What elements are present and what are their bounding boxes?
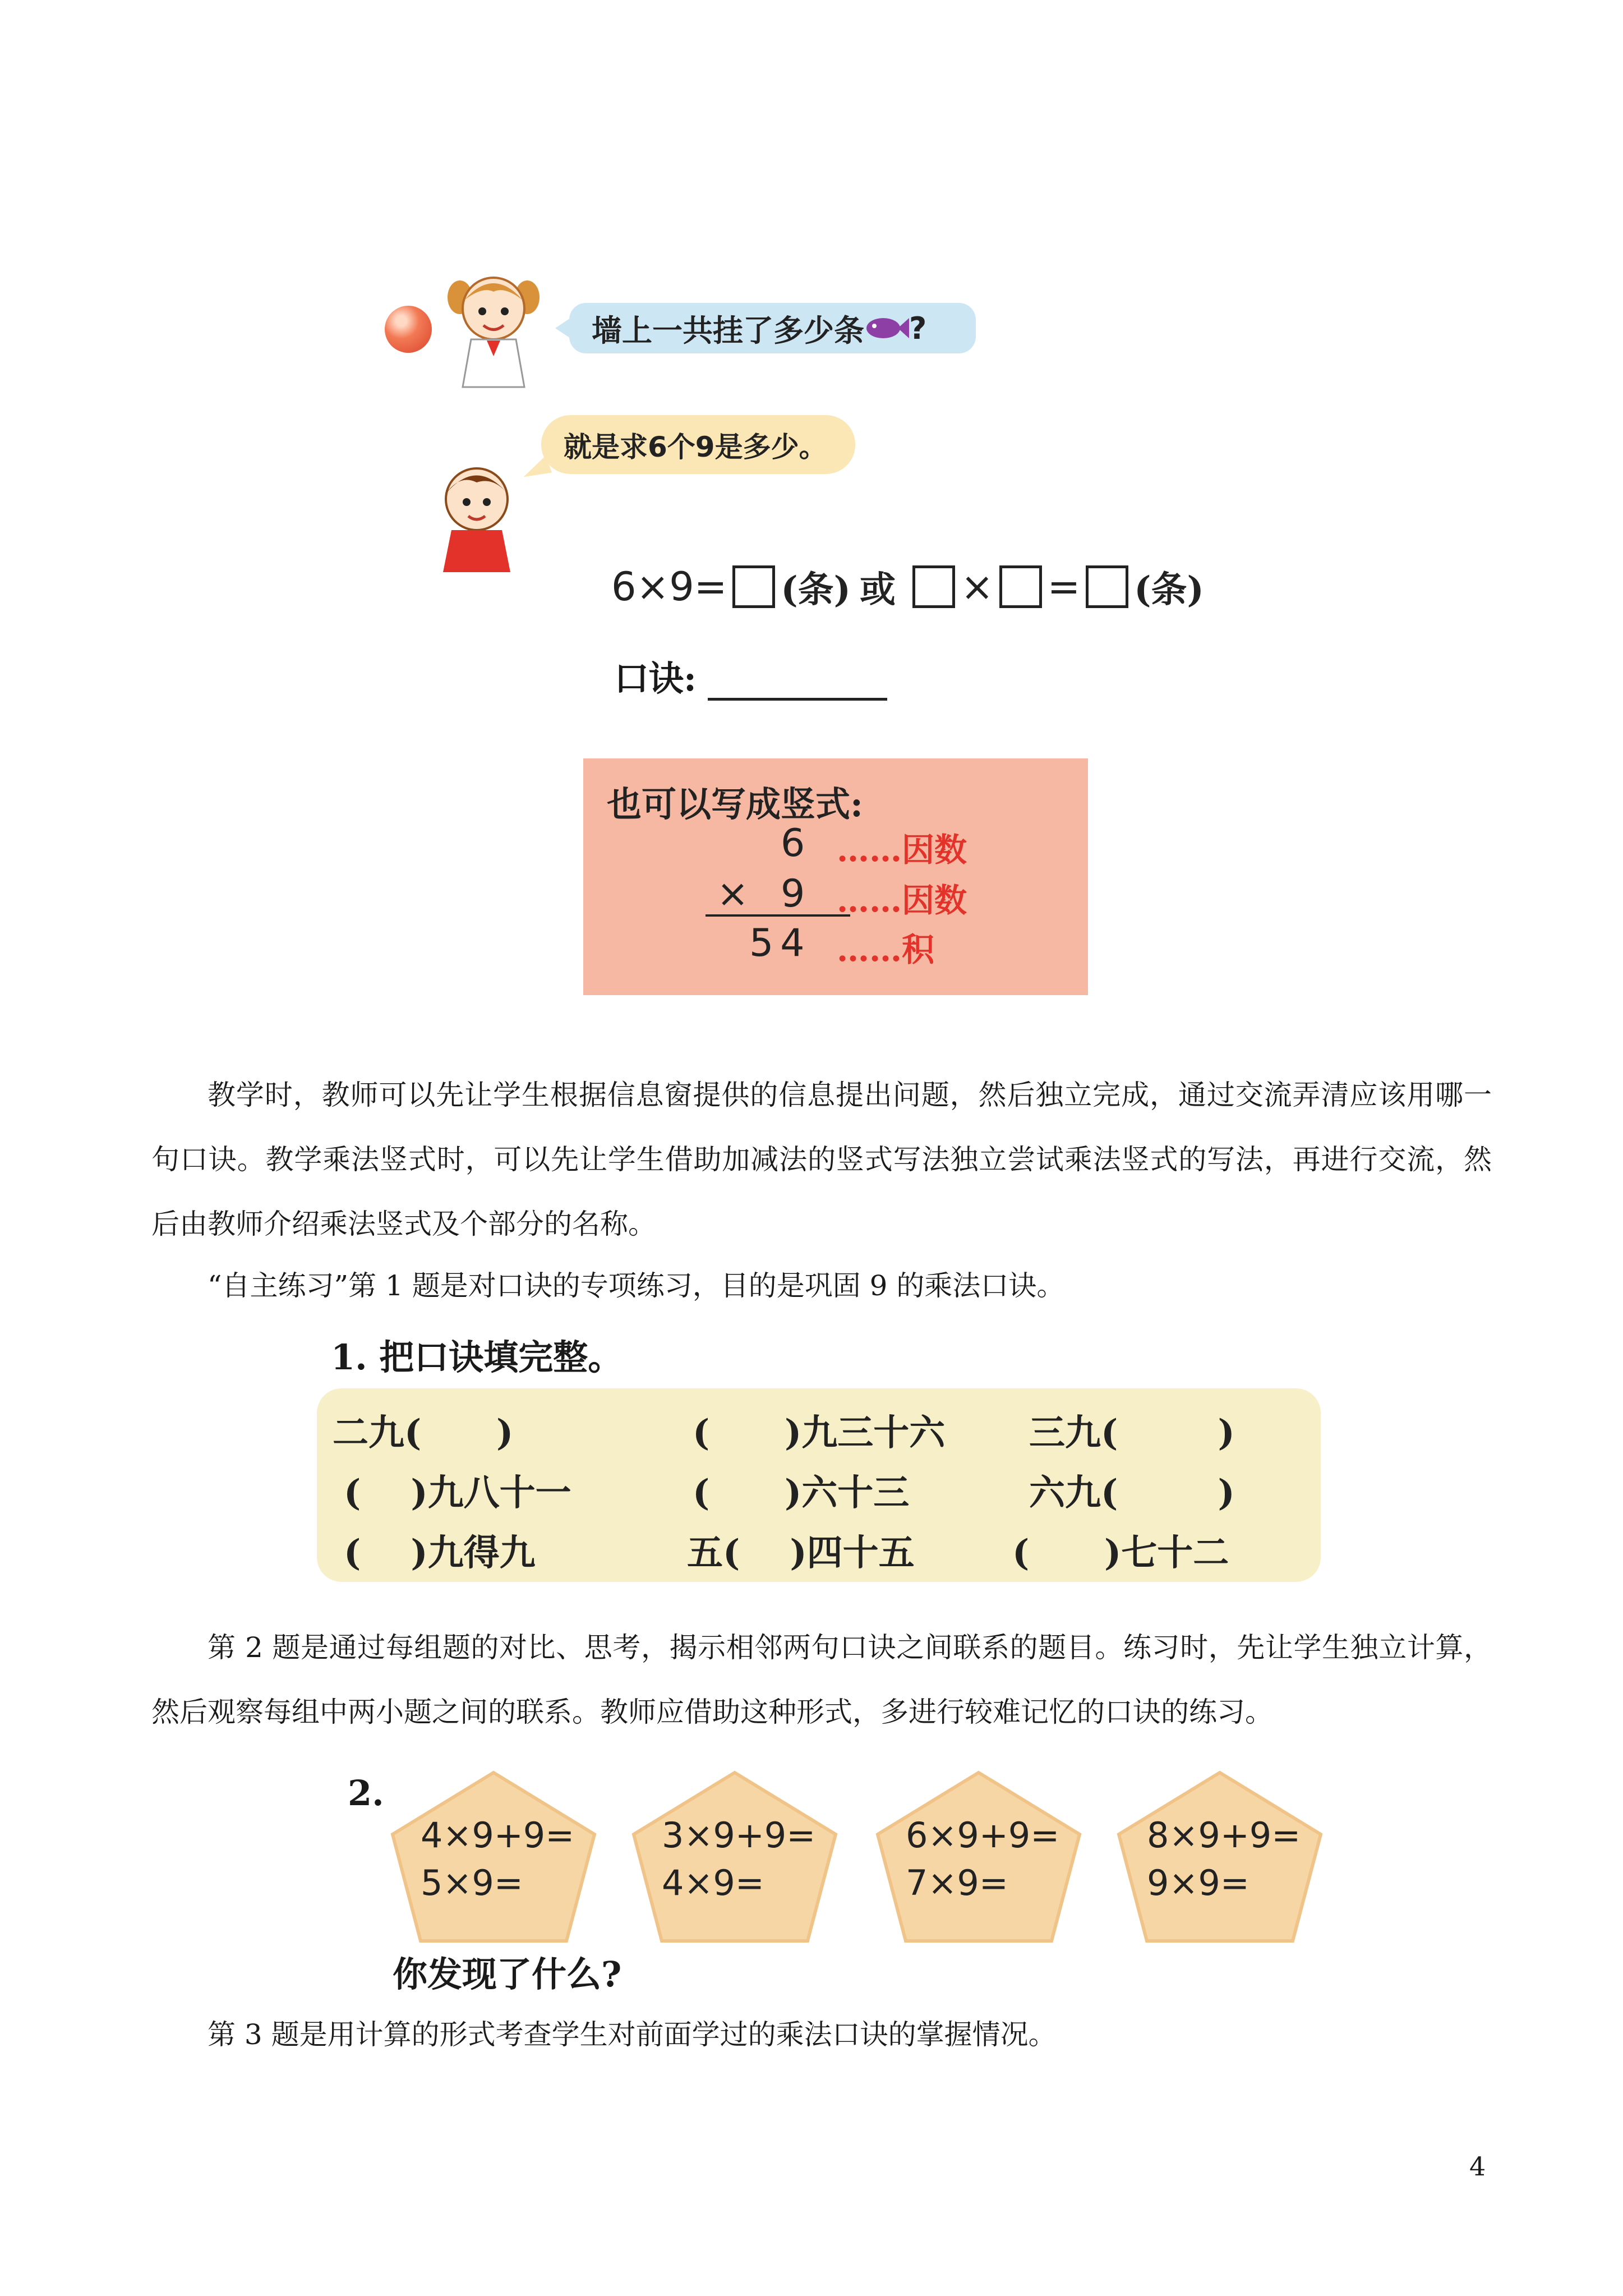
- problem-a[interactable]: 4×9+9=: [421, 1815, 575, 1856]
- vertical-title: 也可以写成竖式:: [607, 784, 863, 825]
- answer-text: 就是求6个9是多少。: [564, 430, 827, 463]
- unit-label: (条): [781, 569, 851, 611]
- question-bubble: [569, 303, 976, 353]
- question-mark: ?: [909, 310, 927, 346]
- koujue-item[interactable]: ( )六十三: [693, 1472, 910, 1514]
- problem-b[interactable]: 9×9=: [1147, 1862, 1249, 1903]
- koujue-line: [614, 651, 887, 701]
- koujue-item[interactable]: ( )七十二: [1012, 1532, 1229, 1574]
- problem-b[interactable]: 7×9=: [906, 1862, 1008, 1903]
- factor-annotation-2: ……因数: [837, 881, 967, 919]
- or-label: 或: [859, 569, 896, 611]
- boy-illustration: [426, 460, 527, 572]
- answer-box[interactable]: [732, 565, 775, 608]
- equation-left: 6×9=: [611, 564, 727, 610]
- times-operator: ×: [717, 872, 749, 916]
- exercise-1-title: 1. 把口诀填完整。: [331, 1337, 623, 1378]
- factor-annotation-1: ……因数: [837, 831, 967, 869]
- question-text: 墙上一共挂了多少条: [592, 312, 864, 348]
- koujue-item[interactable]: ( )九八十一: [344, 1472, 571, 1514]
- product-annotation: ……积: [837, 931, 935, 969]
- pentagon-card: [872, 1767, 1085, 1947]
- times-sign: ×: [960, 564, 994, 610]
- koujue-label: 口诀:: [614, 658, 697, 699]
- koujue-item[interactable]: ( )九三十六: [693, 1412, 946, 1454]
- koujue-item[interactable]: 三九( ): [1029, 1412, 1235, 1454]
- factor-2: 9: [781, 872, 805, 916]
- problem-b[interactable]: 5×9=: [421, 1862, 523, 1903]
- red-ball-icon: [385, 306, 432, 353]
- koujue-item[interactable]: 五( )四十五: [687, 1532, 915, 1574]
- equals-sign: =: [1047, 564, 1081, 610]
- exercise-1-box: [317, 1388, 1321, 1582]
- koujue-item[interactable]: 六九( ): [1029, 1472, 1235, 1514]
- pentagon-card: [628, 1767, 841, 1947]
- exercise-2-question: 你发现了什么?: [393, 1954, 622, 1995]
- vertical-divider: [706, 914, 850, 917]
- problem-a[interactable]: 3×9+9=: [662, 1815, 816, 1856]
- koujue-blank[interactable]: [708, 664, 887, 701]
- problem-a[interactable]: 6×9+9=: [906, 1815, 1060, 1856]
- vertical-form-box: [583, 758, 1088, 995]
- paragraph-exercise-3: 第 3 题是用计算的形式考查学生对前面学过的乘法口诀的掌握情况。: [208, 2018, 1057, 2051]
- girl-illustration: [437, 266, 550, 390]
- paragraph-teaching: 教学时，教师可以先让学生根据信息窗提供的信息提出问题，然后独立完成，通过交流弄清应该用哪一句口诀。教学乘法竖式时，可以先让学生借助加减法的竖式写法独立尝试乘法竖式的写法，再进行交流，然后由教师介绍乘法竖式及个部分的名称。: [151, 1079, 1492, 1240]
- product-box[interactable]: [1086, 565, 1128, 608]
- koujue-item[interactable]: 二九( ): [333, 1412, 514, 1454]
- factor-box-2[interactable]: [999, 565, 1042, 608]
- pentagon-card: [387, 1767, 600, 1947]
- problem-b[interactable]: 4×9=: [662, 1862, 764, 1903]
- paragraph-exercise-2: 第 2 题是通过每组题的对比、思考，揭示相邻两句口诀之间联系的题目。练习时，先让学生独立计算，然后观察每组中两小题之间的联系。教师应借助这种形式，多进行较难记忆的口诀的练习。: [151, 1631, 1492, 1728]
- equation-line: [611, 561, 1204, 613]
- exercise-2-number: 2.: [348, 1773, 384, 1814]
- paragraph-exercise-1: “自主练习”第 1 题是对口诀的专项练习，目的是巩固 9 的乘法口诀。: [208, 1269, 1065, 1302]
- unit-label: (条): [1134, 569, 1204, 611]
- factor-box-1[interactable]: [912, 565, 955, 608]
- koujue-item[interactable]: ( )九得九: [344, 1532, 536, 1574]
- pentagon-card: [1113, 1767, 1326, 1947]
- page-number: 4: [1469, 2151, 1486, 2182]
- factor-1: 6: [781, 821, 805, 866]
- fish-icon: [864, 315, 909, 342]
- problem-a[interactable]: 8×9+9=: [1147, 1815, 1301, 1856]
- product: 54: [749, 921, 811, 965]
- answer-bubble: [541, 415, 855, 474]
